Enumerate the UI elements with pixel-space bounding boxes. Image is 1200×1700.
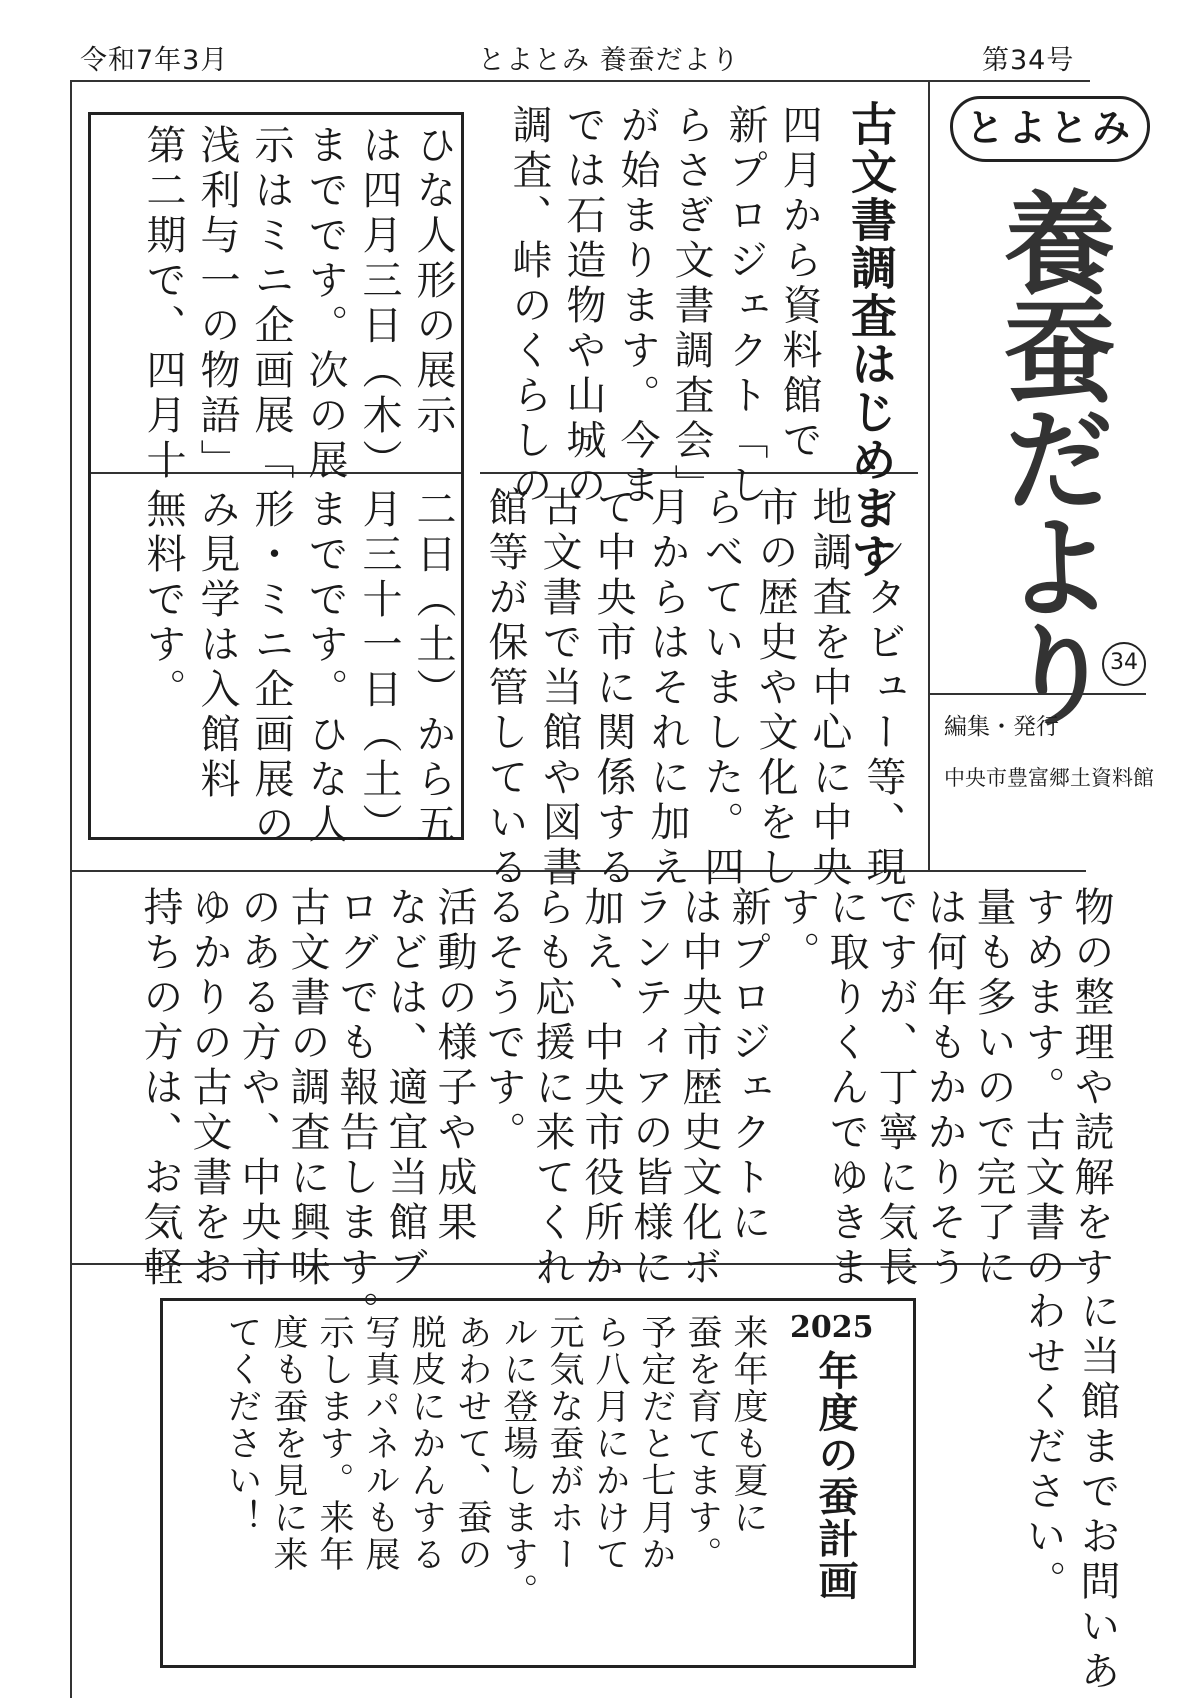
logo-column-divider (928, 80, 930, 870)
article1-lower-line-6: て中央市に関係する (590, 486, 636, 891)
article2-line-9: は中央市歴史文化ボ (676, 886, 722, 1291)
article2-line-13: るそうです。 (480, 886, 526, 1156)
article3-line-1: に当館までお問いあ (1074, 1290, 1120, 1695)
logo-bubble: とよとみ (950, 96, 1150, 162)
article1-lower-line-8: 館等が保管している (482, 486, 528, 891)
article2-line-16: ログでも報告します。 (333, 886, 379, 1336)
hina-upper-line-1: ひな人形の展示 (410, 124, 456, 439)
article2-line-19: ゆかりの古文書をお (186, 886, 232, 1291)
article2-line-5: ですが、丁寧に気長 (872, 886, 918, 1291)
article3-line-2: わせください。 (1020, 1290, 1066, 1605)
hina-upper-line-4: 示はミニ企画展「 (248, 124, 294, 484)
article2-line-4: は何年もかかりそう (921, 886, 967, 1291)
plan-line-5: 元気な蚕がホー (544, 1314, 584, 1573)
logo-main-title: 養蚕だより (985, 185, 1115, 725)
article2-line-2: すめます。古文書の (1019, 886, 1065, 1291)
hina-lower-line-5: み見学は入館料 (194, 488, 240, 803)
hina-lower-line-4: 形・ミニ企画展の (248, 488, 294, 848)
issue-date: 令和7年3月 (80, 45, 229, 76)
article1-lower-line-2: 地調査を中心に中央 (806, 486, 852, 891)
plan-line-7: あわせて、蚕の (452, 1314, 492, 1573)
article2-line-3: 量も多いので完了に (970, 886, 1016, 1291)
article2-line-7: す。 (774, 886, 820, 976)
article2-line-12: らも応援に来てくれ (529, 886, 575, 1291)
article2-line-1: 物の整理や読解をす (1068, 886, 1114, 1291)
article2-line-18: のある方や、中央市 (235, 886, 281, 1291)
plan-title-year: 2025 (790, 1310, 874, 1345)
article2-line-11: 加え、中央市役所か (578, 886, 624, 1291)
plan-title: 年度の蚕計画 (812, 1350, 858, 1602)
article1-upper-line-3: らさぎ文書調査会」 (668, 104, 714, 509)
plan-line-10: 示します。来年 (314, 1314, 354, 1573)
article1-upper-line-6: 調査、峠のくらしの (506, 104, 552, 509)
plan-line-11: 度も蚕を見に来 (268, 1314, 308, 1573)
hina-lower-line-6: 無料です。 (140, 488, 186, 713)
plan-line-8: 脱皮にかんする (406, 1314, 446, 1573)
article1-title: 古文書調査はじめます (844, 100, 898, 580)
hina-upper-line-2: は四月三日（木） (356, 124, 402, 484)
article2-line-15: などは、適宜当館ブ (382, 886, 428, 1291)
article1-upper-line-1: 四月から資料館で (776, 104, 822, 464)
article2-line-6: に取りくんでゆきま (823, 886, 869, 1291)
article1-upper-line-5: では石造物や山城の (560, 104, 606, 509)
issue-number: 第34号 (982, 45, 1075, 76)
publisher-label: 編集・発行 (944, 714, 1059, 740)
article2-line-8: 新プロジェクトに (725, 886, 771, 1246)
issue-badge: 34 (1102, 642, 1146, 686)
article2-line-20: 持ちの方は、お気軽 (137, 886, 183, 1291)
article2-line-14: 活動の様子や成果 (431, 886, 477, 1246)
plan-line-3: 予定だと七月か (636, 1314, 676, 1573)
plan-line-12: てください！ (222, 1314, 262, 1536)
article1-lower-line-4: らべていました。四 (698, 486, 744, 891)
article2-line-10: ランティアの皆様に (627, 886, 673, 1291)
publisher-name: 中央市豊富郷土資料館 (944, 766, 1154, 790)
hina-lower-line-2: 月三十一日（土） (356, 488, 402, 848)
plan-line-9: 写真パネルも展 (360, 1314, 400, 1573)
hina-lower-line-3: までです。ひな人 (302, 488, 348, 848)
article1-lower-line-7: 古文書で当館や図書 (536, 486, 582, 891)
plan-line-4: ら八月にかけて (590, 1314, 630, 1573)
hina-upper-line-5: 浅利与一の物語」 (194, 124, 240, 484)
article1-upper-line-2: 新プロジェクト「し (722, 104, 768, 509)
article1-lower-line-1: インタビュー等、現 (860, 486, 906, 891)
hina-upper-line-6: 第二期で、四月十 (140, 124, 186, 484)
article1-lower-line-3: 市の歴史や文化をし (752, 486, 798, 891)
article1-upper-line-4: が始まります。今ま (614, 104, 660, 509)
hina-lower-line-1: 二日（土）から五 (410, 488, 456, 848)
plan-line-2: 蚕を育てます。 (682, 1314, 722, 1573)
article2-line-17: 古文書の調査に興味 (284, 886, 330, 1291)
article1-lower-line-5: 月からはそれに加え (644, 486, 690, 891)
hina-upper-line-3: までです。次の展 (302, 124, 348, 484)
newsletter-title: とよとみ 養蚕だより (478, 45, 740, 76)
plan-line-6: ルに登場します。 (498, 1314, 538, 1610)
plan-line-1: 来年度も夏に (728, 1314, 768, 1536)
